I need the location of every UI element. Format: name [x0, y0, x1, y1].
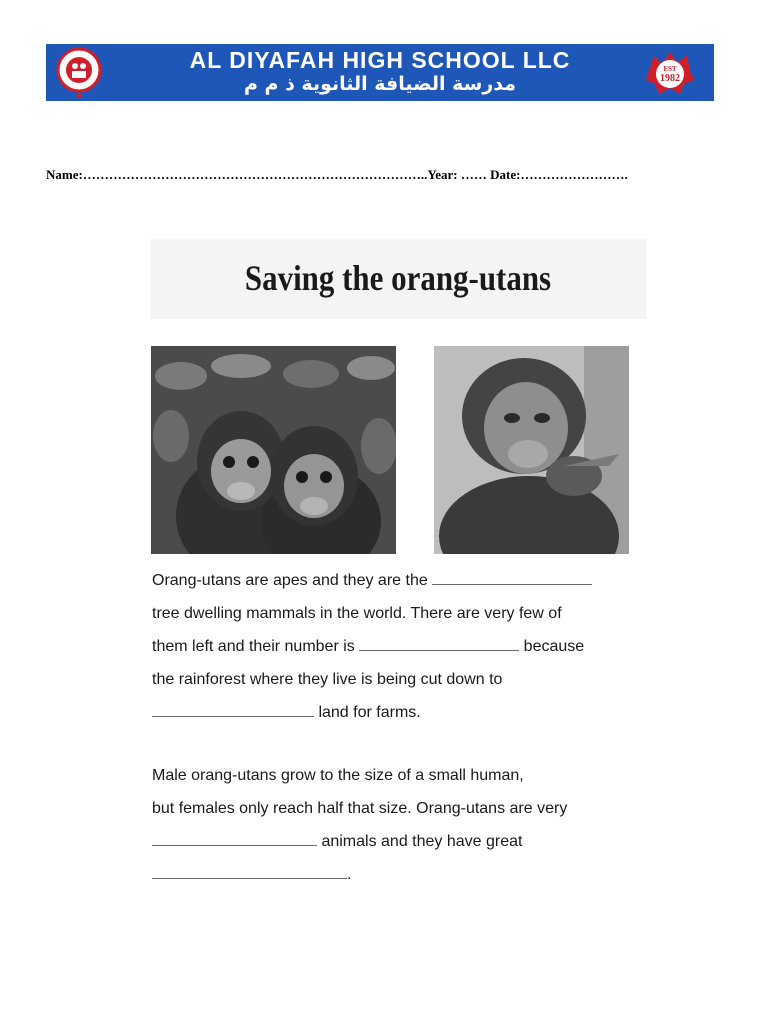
paragraph-1 — [152, 570, 592, 735]
paragraph-1-text-1: Orang-utans are apes and they are the — [152, 572, 428, 589]
paragraph-2 — [152, 765, 567, 897]
paragraph-2-line-2 — [152, 798, 567, 831]
answer-blank-4[interactable] — [152, 831, 317, 846]
paragraph-1-text-4: the rainforest where they live is being cut down to — [152, 671, 503, 688]
paragraph-2-line-4 — [152, 864, 567, 897]
answer-blank-1[interactable] — [432, 570, 592, 585]
orangutan-holding-leaf-photo — [434, 346, 629, 554]
paragraph-2-text-1: Male orang-utans grow to the size of a small human, — [152, 767, 524, 784]
school-name: AL DIYAFAH HIGH SCHOOL LLC — [189, 47, 571, 73]
paragraph-2-text-2: but females only reach half that size. Orang-utans are very — [152, 800, 568, 817]
name-year-date-line: Name:……………………………………………………………………..Year: …… Date:……………………. — [46, 167, 628, 182]
worksheet-title-box — [150, 239, 646, 319]
paragraph-2-line-3 — [152, 831, 567, 864]
answer-blank-3[interactable] — [152, 702, 314, 717]
paragraph-1-line-3 — [152, 636, 592, 669]
paragraph-1-line-4 — [152, 669, 592, 702]
worksheet-title: Saving the orang-utans — [244, 258, 552, 298]
school-header-banner — [46, 44, 714, 101]
paragraph-1-text-2: tree dwelling mammals in the world. There are very few of — [152, 605, 562, 622]
paragraph-2-line-1 — [152, 765, 567, 798]
paragraph-1-line-5 — [152, 702, 592, 735]
paragraph-1-text-3a: them left and their number is — [152, 638, 355, 655]
est-year: 1982 — [660, 73, 680, 84]
two-baby-orangutans-photo — [151, 346, 396, 554]
paragraph-1-line-2 — [152, 603, 592, 636]
paragraph-2-text-4: . — [347, 866, 352, 883]
est-1982-badge-icon — [644, 50, 696, 96]
paragraph-1-text-5: land for farms. — [318, 704, 421, 721]
answer-blank-2[interactable] — [359, 636, 519, 651]
est-label: EST — [663, 65, 677, 73]
answer-blank-5[interactable] — [152, 864, 347, 879]
paragraph-2-text-3: animals and they have great — [321, 833, 523, 850]
school-name-arabic: مدرسة الضيافة الثانوية ذ م م — [243, 73, 517, 95]
paragraph-1-text-3b: because — [523, 638, 585, 655]
paragraph-1-line-1 — [152, 570, 592, 603]
